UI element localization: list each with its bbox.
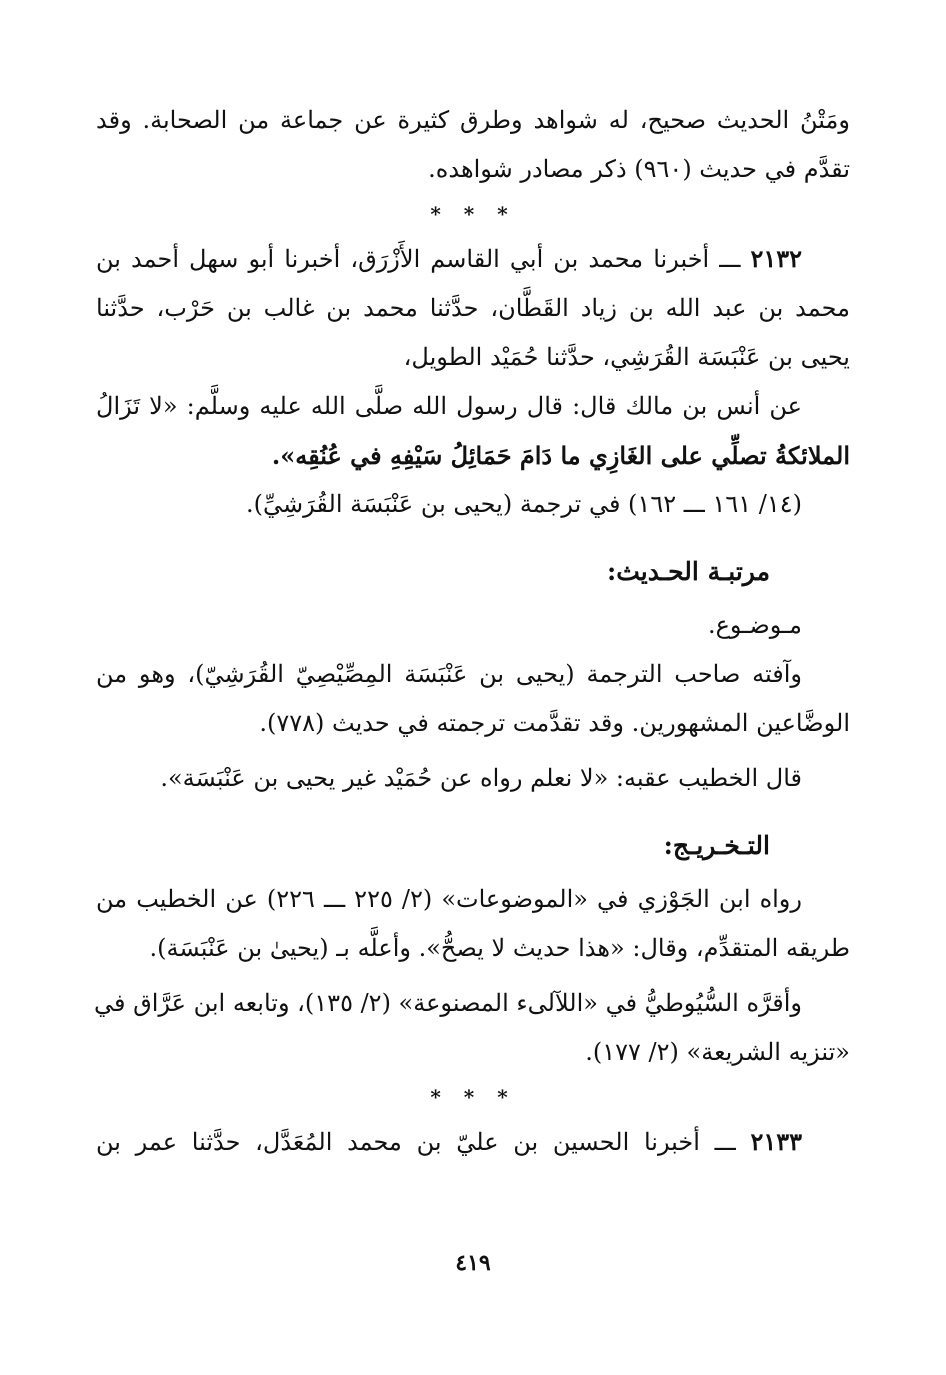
section-divider: * * * <box>430 1085 516 1109</box>
text-line: طريقه المتقدِّم، وقال: «هذا حديث لا يصحُّ». وأعلَّه بـ (يحيىٰ بن عَنْبَسَة). <box>149 934 850 962</box>
text-line: مـوضـوع. <box>707 611 802 639</box>
hadith-2132-matn <box>96 382 850 480</box>
text-line: وأقرَّه السُّيُوطيُّ في «اللآلىء المصنوعة» (٢/ ١٣٥)، وتابعه ابن عَرَّاق في <box>94 989 802 1017</box>
text-line <box>96 234 850 284</box>
text-line: وآفته صاحب الترجمة (يحيى بن عَنْبَسَة المِصِّيْصِيّ القُرَشِيّ)، وهو من <box>96 660 803 688</box>
page-body <box>96 96 850 1167</box>
text-line: عن أنس بن مالك قال: قال رسول الله صلَّى الله عليه وسلَّم: «لا تَزَالُ <box>96 392 802 420</box>
text-line: يحيى بن عَنْبَسَة القُرَشِي، حدَّثنا حُمَيْد الطويل، <box>403 343 850 371</box>
text-line: قال الخطيب عقبه: «لا نعلم رواه عن حُمَيْد غير يحيى بن عَنْبَسَة». <box>160 764 802 792</box>
text-line: محمد بن عبد الله بن زياد القَطَّان، حدَّثنا محمد بن غالب بن حَرْب، حدَّثنا <box>96 294 850 322</box>
text-segment: ـــ أخبرنا الحسين بن عليّ بن محمد المُعَدَّل، حدَّثنا عمر بن <box>96 1128 736 1156</box>
source-reference <box>96 480 850 529</box>
paragraph-afatuh <box>96 650 850 748</box>
text-line: رواه ابن الجَوْزي في «الموضوعات» (٢/ ٢٢٥ ـــ ٢٢٦) عن الخطيب من <box>96 885 802 913</box>
text-line: (١٤/ ١٦١ ـــ ١٦٢) في ترجمة (يحيى بن عَنْبَسَة القُرَشِيِّ). <box>246 490 802 518</box>
text-line <box>96 1117 850 1167</box>
text-line: الوضَّاعين المشهورين. وقد تقدَّمت ترجمته في حديث (٧٧٨). <box>259 709 850 737</box>
section-divider: * * * <box>430 202 516 226</box>
hadith-number: ٢١٣٣ <box>750 1127 802 1156</box>
hadith-2133-isnad <box>96 1117 850 1167</box>
section-heading-rank: مرتبـة الحـديث: <box>606 557 770 586</box>
hadith-number: ٢١٣٢ <box>750 244 802 273</box>
paragraph-khatib <box>96 754 850 803</box>
paragraph-suyuti <box>96 979 850 1077</box>
text-line: تقدَّم في حديث (٩٦٠) ذكر مصادر شواهده. <box>428 155 850 183</box>
paragraph-jawzi <box>96 875 850 973</box>
paragraph-matn <box>96 96 850 194</box>
text-line: الملائكةُ تصلِّي على الغَازِي ما دَامَ حَمَائِلُ سَيْفِهِ في عُنُقِه». <box>271 441 850 470</box>
ruling <box>96 601 850 650</box>
text-segment: ـــ أخبرنا محمد بن أبي القاسم الأَزْرَق، أخبرنا أبو سهل أحمد بن <box>96 245 741 273</box>
text-line: ومَتْنُ الحديث صحيح، له شواهد وطرق كثيرة عن جماعة من الصحابة. وقد <box>96 106 850 134</box>
text-line: «تنزيه الشريعة» (٢/ ١٧٧). <box>585 1038 850 1066</box>
page-number: ٤١٩ <box>455 1250 491 1276</box>
hadith-2132-isnad <box>96 234 850 382</box>
section-heading-takhrij: التـخـريـج: <box>663 831 770 860</box>
